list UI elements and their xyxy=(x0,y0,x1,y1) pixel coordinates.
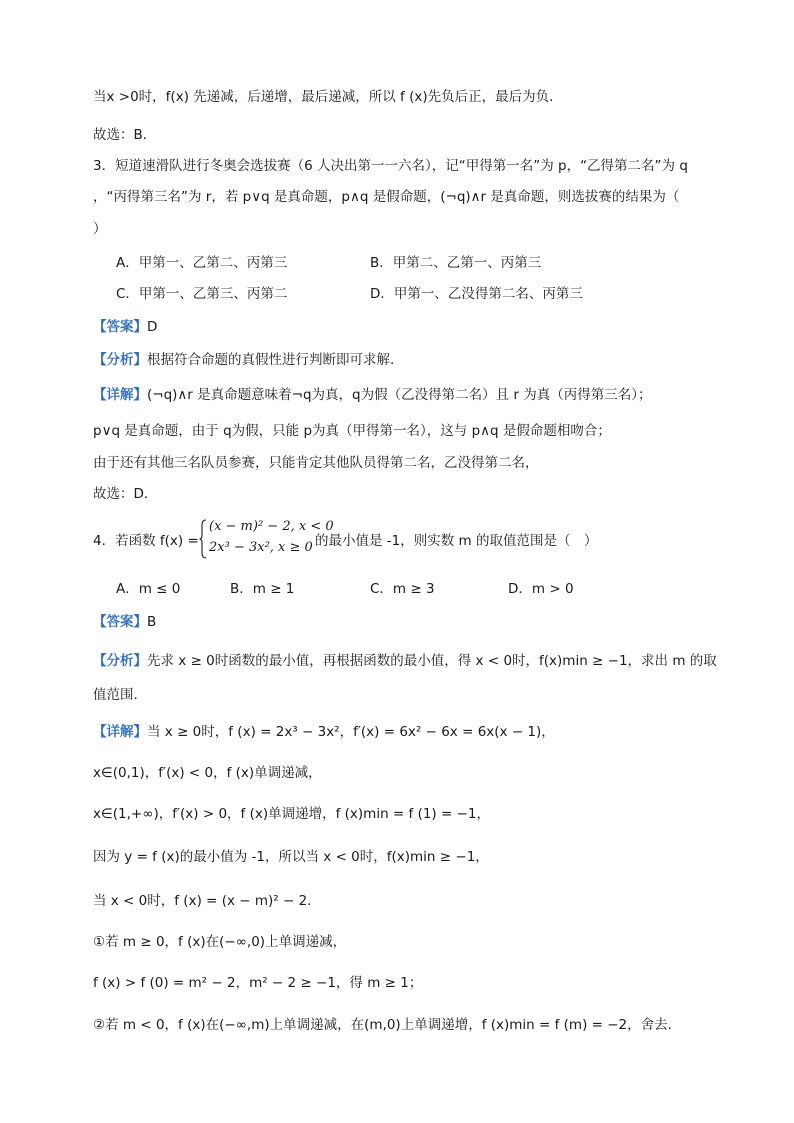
q4-detail-4: 因为 y = f (x)的最小值为 -1，所以当 x < 0时，f(x)min ≥ −1， xyxy=(93,849,489,865)
detail-tag: 【详解】 xyxy=(93,387,147,403)
solution-conclusion-line: 当x >0时，f(x) 先递减，后递增，最后递减，所以 f (x)先负后正，最后为负． xyxy=(93,89,563,105)
q4-analysis-1 xyxy=(93,650,734,672)
q4-detail-8: ②若 m < 0，f (x)在(−∞,m)上单调递减，在(m,0)上单调递增，f (x)min = f (m) = −2，舍去. xyxy=(93,1017,672,1033)
q3-option-b: B．甲第二、乙第一、丙第三 xyxy=(370,255,542,271)
q3-analysis xyxy=(93,349,734,371)
q3-stem-line-3: ） xyxy=(93,221,107,237)
q4-detail-7: f (x) > f (0) = m² − 2，m² − 2 ≥ −1，得 m ≥ 1； xyxy=(93,975,423,991)
analysis-tag: 【分析】 xyxy=(93,352,147,368)
q3-stem-line-2: ，“丙得第三名”为 r，若 p∨q 是真命题，p∧q 是假命题，(¬q)∧r 是真命题，则选拔赛的结果为（ xyxy=(93,189,680,205)
q4-stem-tail: 的最小值是 -1，则实数 m 的取值范围是（ ） xyxy=(315,533,598,549)
detail-text: 当 x ≥ 0时，f (x) = 2x³ − 3x²，f′(x) = 6x² − 6x = 6x(x − 1)， xyxy=(147,724,555,740)
q3-option-a: A．甲第一、乙第二、丙第三 xyxy=(116,255,288,271)
q4-option-a: A．m ≤ 0 xyxy=(116,581,181,597)
q3-stem-line-1: 3．短道速滑队进行冬奥会选拔赛（6 人决出第一一六名），记“甲得第一名”为 p，“乙得第二名”为 q xyxy=(93,158,688,174)
detail-text: (¬q)∧r 是真命题意味着¬q为真，q为假（乙没得第二名）且 r 为真（丙得第三名）； xyxy=(147,387,652,403)
choice-line: 故选：B． xyxy=(93,127,157,143)
q3-detail-4: 故选：D． xyxy=(93,486,158,502)
analysis-tag: 【分析】 xyxy=(93,653,147,669)
left-brace-icon xyxy=(199,519,207,559)
q4-analysis-2: 值范围. xyxy=(93,687,138,703)
analysis-text: 根据符合命题的真假性进行判断即可求解. xyxy=(147,352,395,368)
answer-tag: 【答案】 xyxy=(93,319,147,335)
q4-detail-5: 当 x < 0时，f (x) = (x − m)² − 2. xyxy=(93,893,312,909)
q4-answer xyxy=(93,611,734,633)
q3-detail-2: p∨q 是真命题，由于 q为假，只能 p为真（甲得第一名），这与 p∧q 是假命题相吻合； xyxy=(93,423,611,439)
answer-tag: 【答案】 xyxy=(93,614,147,630)
q4-detail-3: x∈(1,+∞)，f′(x) > 0，f (x)单调递增，f (x)min = f (1) = −1， xyxy=(93,806,490,822)
q4-stem-lead: 4．若函数 f(x) = xyxy=(93,533,199,549)
q3-option-d: D．甲第一、乙没得第二名、丙第三 xyxy=(370,286,583,302)
answer-value: D xyxy=(147,319,158,335)
q3-option-c: C．甲第一、乙第三、丙第二 xyxy=(116,286,288,302)
q4-detail-2: x∈(0,1)，f′(x) < 0，f (x)单调递减， xyxy=(93,765,322,781)
q3-detail-3: 由于还有其他三名队员参赛，只能肯定其他队员得第二名，乙没得第二名， xyxy=(93,455,539,471)
q4-detail-6: ①若 m ≥ 0，f (x)在(−∞,0)上单调递减， xyxy=(93,934,347,950)
analysis-text: 先求 x ≥ 0时函数的最小值，再根据函数的最小值，得 x < 0时，f(x)min ≥ −1，求出 m 的取 xyxy=(147,653,717,669)
q4-option-b: B．m ≥ 1 xyxy=(230,581,295,597)
q4-case-2: 2x³ − 3x², x ≥ 0 xyxy=(209,540,313,555)
q3-answer xyxy=(93,316,734,338)
q4-case-1: (x − m)² − 2, x < 0 xyxy=(209,519,334,534)
q4-detail-1 xyxy=(93,721,734,743)
q4-stem xyxy=(93,519,733,561)
q3-detail-1 xyxy=(93,384,734,406)
detail-tag: 【详解】 xyxy=(93,724,147,740)
q4-option-d: D．m > 0 xyxy=(508,581,574,597)
answer-value: B xyxy=(147,614,157,630)
q4-option-c: C．m ≥ 3 xyxy=(370,581,435,597)
